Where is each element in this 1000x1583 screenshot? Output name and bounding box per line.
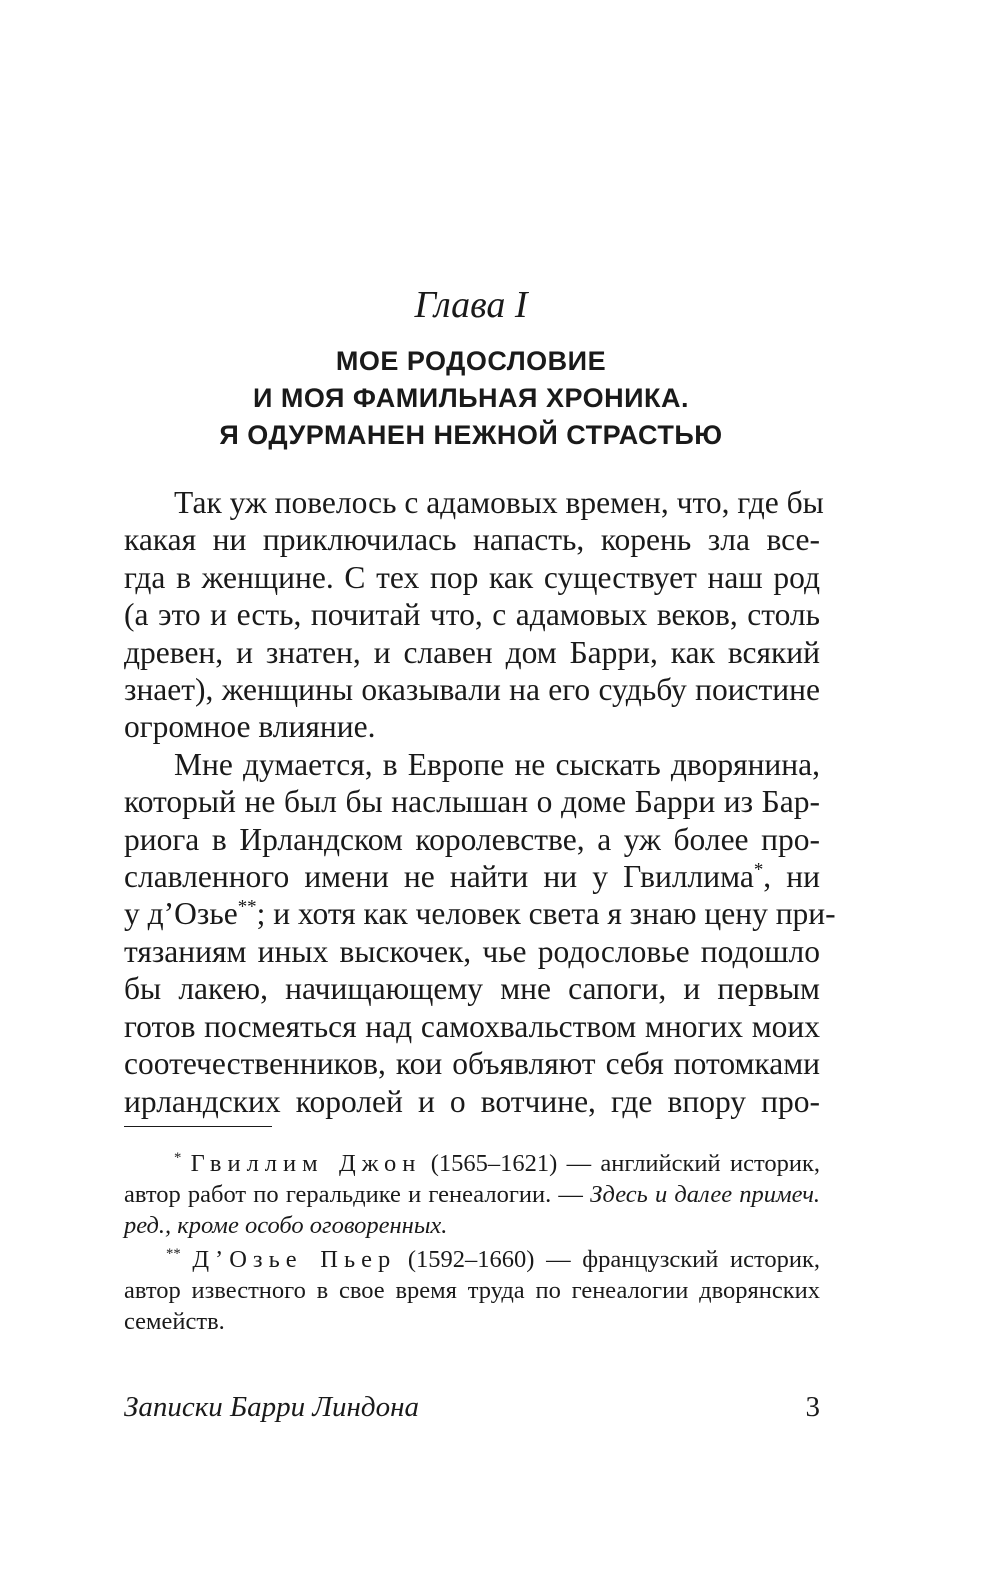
- chapter-label: Глава I: [414, 284, 528, 326]
- text-line: бы лакею, начищающему мне сапоги, и первым: [124, 971, 820, 1007]
- text-line: соотечественников, кои объявляют себя потомками: [124, 1046, 820, 1082]
- text-line: огромное влияние.: [124, 709, 376, 745]
- text-line: Мне думается, в Европе не сыскать дворянина,: [174, 746, 820, 782]
- page-number: 3: [805, 1391, 820, 1423]
- footnote-italic: Здесь и далее примеч. ред., кроме особо оговоренных.: [124, 1181, 821, 1239]
- chapter-title-line: МОЕ РОДОСЛОВИЕ: [335, 346, 607, 376]
- footnote-text: (1565–1621) — английский историк, автор работ по геральдике и генеалогии. —: [124, 1150, 820, 1208]
- running-footer-title: Записки Барри Линдона: [124, 1391, 419, 1423]
- body-text: [124, 484, 836, 1120]
- footnote-text: (1592–1660) — французский историк, автор известного в свое время труда по генеалогии дворянских семейств.: [124, 1246, 821, 1335]
- chapter-title-line: Я ОДУРМАНЕН НЕЖНОЙ СТРАСТЬЮ: [219, 420, 723, 450]
- text-line: ирландских королей и о вотчине, где впору про-: [124, 1083, 820, 1119]
- footnotes: [124, 1148, 820, 1340]
- text-line: гда в женщине. С тех пор как существует наш род: [124, 559, 820, 595]
- text-line: [124, 895, 836, 932]
- text-line: риога в Ирландском королевстве, а уж более про-: [124, 821, 820, 857]
- text-line: какая ни приключилась напасть, корень зла все-: [124, 522, 820, 558]
- text-line: готов посмеяться над самохвальством многих моих: [124, 1008, 820, 1044]
- text-line: знает), женщины оказывали на его судьбу поистине: [124, 672, 820, 708]
- chapter-title-line: И МОЯ ФАМИЛЬНАЯ ХРОНИКА.: [252, 383, 690, 413]
- text-line: тязаниям иных выскочек, чье родословье подошло: [124, 933, 820, 969]
- text-line: [124, 858, 820, 895]
- footnote-divider: [124, 1126, 272, 1127]
- footnote-ref-2: **: [237, 897, 257, 919]
- text-segment: , ни: [763, 859, 821, 895]
- footnote-1: [124, 1148, 820, 1241]
- chapter-title: [0, 343, 942, 454]
- footnote-2: [124, 1244, 820, 1337]
- text-line: древен, и знатен, и славен дом Барри, как всякий: [124, 634, 820, 670]
- text-segment: у д’Озье: [124, 896, 238, 932]
- footnote-name: Д’Озье Пьер: [192, 1246, 397, 1273]
- footnote-name: Гвиллим Джон: [190, 1150, 422, 1177]
- text-line: (а это и есть, почитай что, с адамовых веков, столь: [124, 597, 820, 633]
- text-line: который не был бы наслышан о доме Барри из Бар-: [124, 784, 820, 820]
- footnote-mark: *: [174, 1150, 182, 1167]
- text-segment: славленного имени не найти ни у Гвиллима: [124, 859, 754, 895]
- text-segment: ; и хотя как человек света я знаю цену при-: [256, 896, 836, 932]
- footnote-ref-1: *: [753, 859, 764, 881]
- footnote-mark: **: [166, 1246, 181, 1263]
- text-line: Так уж повелось с адамовых времен, что, где бы: [174, 485, 824, 520]
